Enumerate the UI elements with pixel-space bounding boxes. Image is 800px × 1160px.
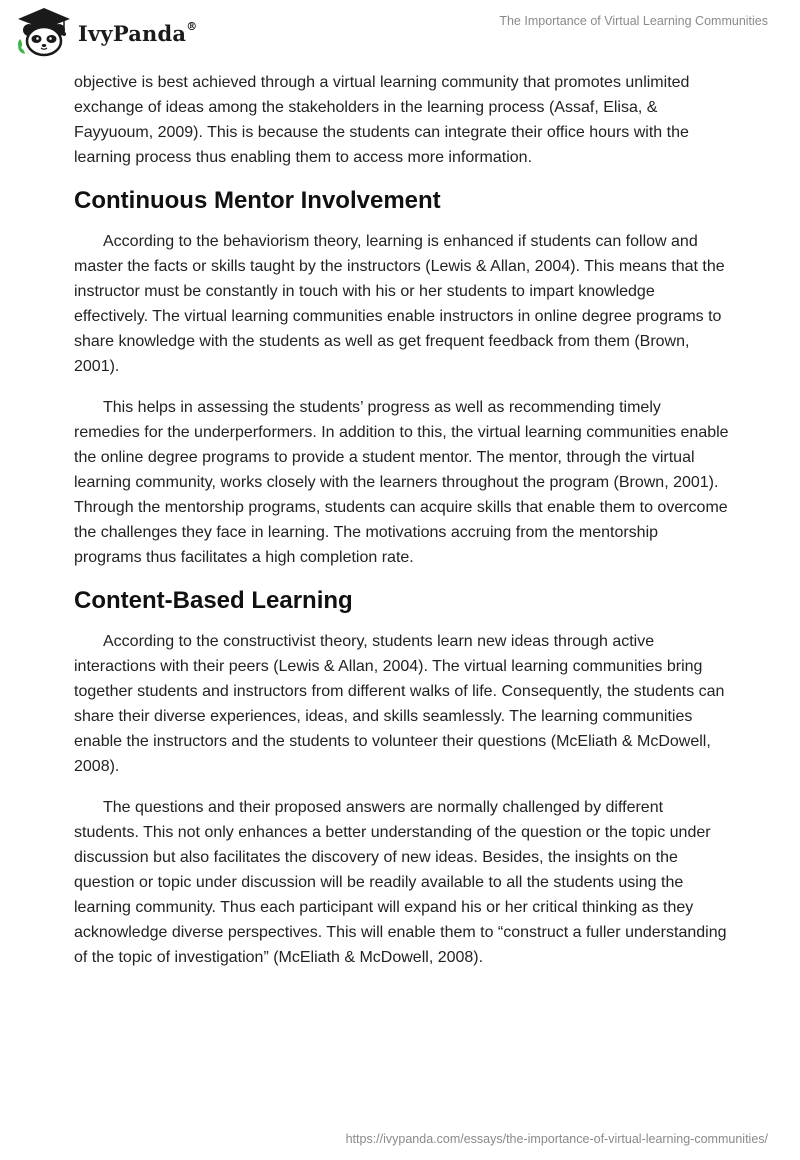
intro-paragraph: objective is best achieved through a virtual learning community that promotes unlimited exchange of ideas among the stakeholders in the learning process (Assaf, Elisa, & Fayyuoum, 2009). This is because the students can integrate their office hours with the learning process thus enabling them to access more information. xyxy=(74,74,690,166)
section-heading-content-based: Content-Based Learning xyxy=(74,587,353,614)
source-url[interactable]: https://ivypanda.com/essays/the-importance-of-virtual-learning-communities/ xyxy=(345,1132,768,1146)
ivypanda-logo[interactable] xyxy=(14,6,197,58)
paragraph: According to the behaviorism theory, learning is enhanced if students can follow and master the facts or skills taught by the instructors (Lewis & Allan, 2004). This means that the instructor must be constantly in touch with his or her students to impart knowledge effectively. The virtual learning communities enable instructors in online degree programs to share knowledge with the students as well as get frequent feedback from them (Brown, 2001). xyxy=(74,233,725,375)
section-heading-mentor: Continuous Mentor Involvement xyxy=(74,187,441,214)
page-header xyxy=(0,0,800,70)
paragraph: According to the constructivist theory, students learn new ideas through active interactions with their peers (Lewis & Allan, 2004). The virtual learning communities bring together students and instructors from different walks of life. Consequently, the students can share their diverse experiences, ideas, and skills seamlessly. The learning communities enable the instructors and the students to volunteer their questions (McEliath & McDowell, 2008). xyxy=(74,633,725,775)
registered-mark: ® xyxy=(186,19,198,33)
essay-content xyxy=(74,70,730,986)
panda-graduation-icon xyxy=(14,6,74,58)
paragraph: This helps in assessing the students’ progress as well as recommending timely remedies for the underperformers. In addition to this, the virtual learning communities enable the online degree programs to provide a student mentor. The mentor, through the virtual learning community, works closely with the learners throughout the program (Brown, 2001). Through the mentorship programs, students can acquire skills that enable them to overcome the challenges they face in learning. The motivations accruing from the mentorship programs thus facilitates a high completion rate. xyxy=(74,399,729,566)
brand-text: IvyPanda xyxy=(78,20,187,46)
document-title: The Importance of Virtual Learning Communities xyxy=(499,14,768,28)
brand-name xyxy=(78,21,197,46)
paragraph: The questions and their proposed answers are normally challenged by different students. This not only enhances a better understanding of the question or the topic under discussion but also facilitates the discovery of new ideas. Besides, the insights on the question or topic under discussion will be readily available to all the students using the learning community. Thus each participant will expand his or her critical thinking as they acknowledge diverse perspectives. This will enable them to “construct a fuller understanding of the topic of investigation” (McEliath & McDowell, 2008). xyxy=(74,799,727,966)
